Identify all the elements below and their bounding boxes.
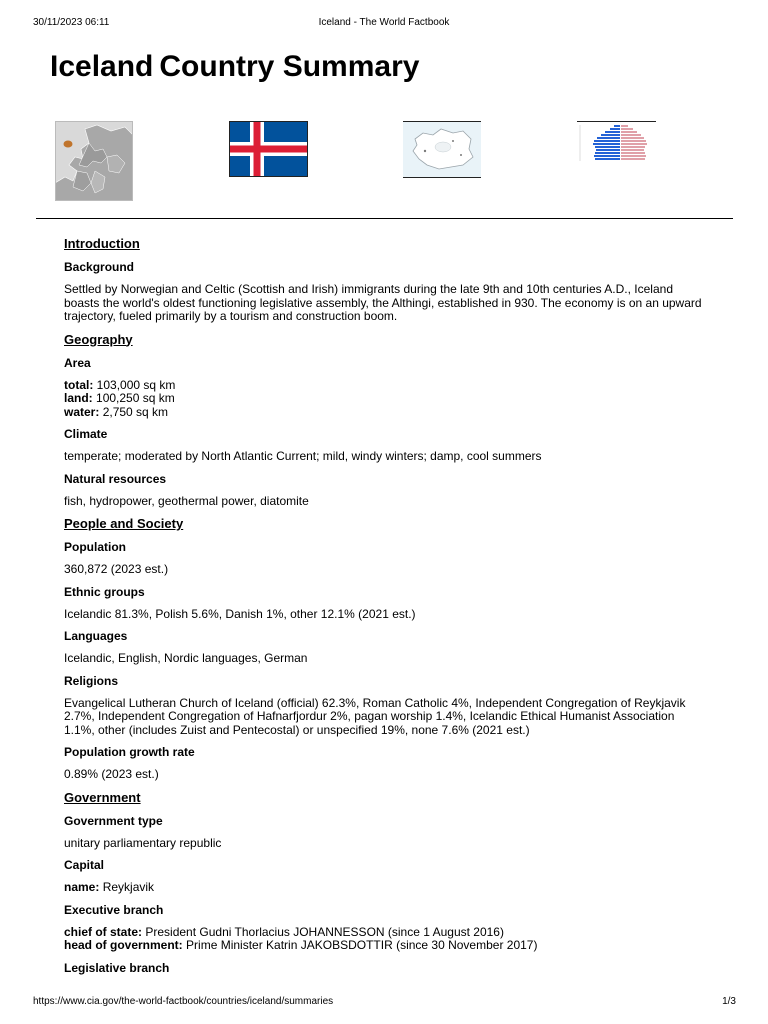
ethnic-groups-label: Ethnic groups bbox=[64, 584, 145, 599]
population-text: 360,872 (2023 est.) bbox=[64, 562, 169, 576]
page-title bbox=[50, 48, 425, 86]
area-land-label: land: bbox=[64, 391, 93, 405]
area-label: Area bbox=[64, 355, 91, 370]
chief-of-state-label: chief of state: bbox=[64, 924, 143, 939]
natural-resources-label: Natural resources bbox=[64, 471, 167, 486]
government-type-label: Government type bbox=[64, 813, 163, 828]
government-type-text: unitary parliamentary republic bbox=[64, 835, 222, 850]
page-title-suffix: Country Summary bbox=[159, 50, 420, 83]
capital-name-value: Reykjavik bbox=[102, 880, 155, 894]
natural-resources-text: fish, hydropower, geothermal power, diatomite bbox=[64, 493, 309, 508]
summary-content bbox=[64, 236, 704, 984]
area-total-label: total: bbox=[64, 377, 94, 392]
page-title-country: Iceland bbox=[50, 50, 154, 83]
locator-map-icon[interactable] bbox=[55, 121, 133, 201]
religions-label: Religions bbox=[64, 673, 119, 688]
background-label: Background bbox=[64, 260, 135, 274]
page-number: 1/3 bbox=[722, 996, 736, 1007]
print-footer bbox=[0, 995, 768, 1009]
area-values bbox=[64, 379, 704, 420]
section-introduction-heading[interactable]: Introduction bbox=[64, 236, 140, 251]
capital-name bbox=[64, 881, 704, 895]
section-people-heading[interactable]: People and Society bbox=[64, 516, 184, 531]
area-total-value: 103,000 sq km bbox=[96, 377, 176, 392]
capital-label: Capital bbox=[64, 858, 105, 872]
climate-label: Climate bbox=[64, 427, 108, 441]
population-growth-label: Population growth rate bbox=[64, 745, 195, 759]
executive-branch-text bbox=[64, 926, 704, 953]
population-label: Population bbox=[64, 540, 126, 554]
print-datetime: 30/11/2023 06:11 bbox=[33, 17, 110, 28]
population-pyramid-icon[interactable] bbox=[577, 121, 656, 163]
area-water-label: water: bbox=[64, 404, 100, 419]
map-icon[interactable] bbox=[403, 121, 481, 178]
ethnic-groups-text: Icelandic 81.3%, Polish 5.6%, Danish 1%, other 12.1% (2021 est.) bbox=[64, 606, 416, 621]
background-text: Settled by Norwegian and Celtic (Scottish and Irish) immigrants during the late 9th and 10th centuries A.D., Iceland boasts the world's oldest functioning legislative assembly, the Althingi, established in 930. The economy is on an upward trajectory, fueled primarily by a tourism and construction boom. bbox=[64, 282, 702, 323]
chief-of-state-value: President Gudni Thorlacius JOHANNESSON (since 1 August 2016) bbox=[145, 924, 504, 939]
executive-branch-label: Executive branch bbox=[64, 902, 164, 917]
capital-name-label: name: bbox=[64, 880, 100, 894]
print-doc-title: Iceland - The World Factbook bbox=[318, 17, 450, 28]
legislative-branch-label: Legislative branch bbox=[64, 960, 170, 975]
languages-text: Icelandic, English, Nordic languages, German bbox=[64, 651, 308, 665]
section-government-heading[interactable]: Government bbox=[64, 789, 141, 805]
population-growth-text: 0.89% (2023 est.) bbox=[64, 767, 159, 781]
flag-icon[interactable] bbox=[229, 121, 308, 177]
print-header bbox=[0, 16, 768, 30]
area-water-value: 2,750 sq km bbox=[102, 404, 169, 419]
languages-label: Languages bbox=[64, 629, 128, 643]
religions-text: Evangelical Lutheran Church of Iceland (official) 62.3%, Roman Catholic 4%, Independent Congregation of Reykjavik 2.7%, Independent Congregation of Hafnarfjordur 2%, pagan worship 1.4%, Icelandic Ethical Humanist Association 1.1%, other (includes Zuist and Pentecostal) or unspecified 19%, none 7.6% (2021 est.) bbox=[64, 695, 686, 737]
area-land-value: 100,250 sq km bbox=[96, 391, 175, 405]
climate-text: temperate; moderated by North Atlantic Current; mild, windy winters; damp, cool summers bbox=[64, 449, 542, 463]
head-of-government-value: Prime Minister Katrin JAKOBSDOTTIR (since 30 November 2017) bbox=[186, 938, 538, 952]
section-geography-heading[interactable]: Geography bbox=[64, 331, 133, 347]
head-of-government-label: head of government: bbox=[64, 938, 183, 952]
print-url[interactable]: https://www.cia.gov/the-world-factbook/countries/iceland/summaries bbox=[33, 996, 334, 1007]
divider bbox=[36, 218, 733, 219]
